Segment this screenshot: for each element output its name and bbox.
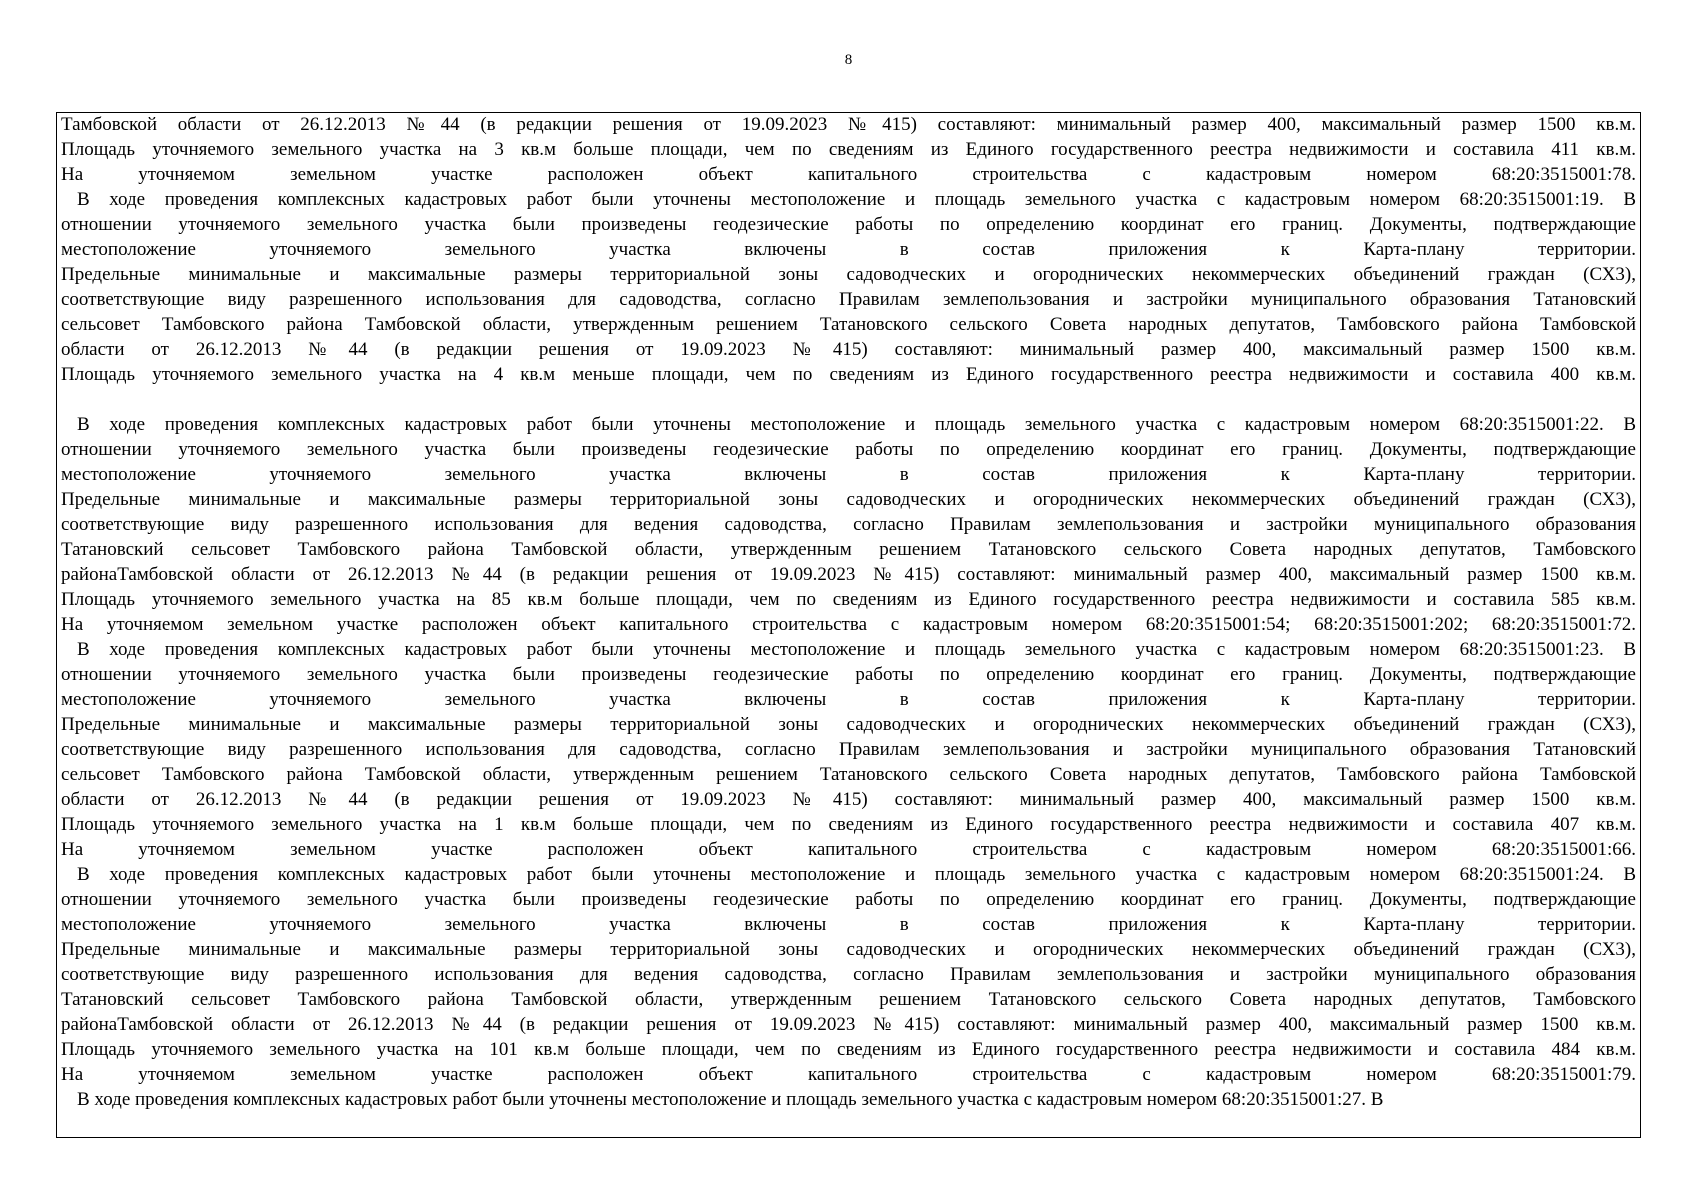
text-line: На уточняемом земельном участке расположен объект капитального строительства с кадастровым номером 68:20:3515001:78. xyxy=(61,164,1636,185)
text-line: На уточняемом земельном участке расположен объект капитального строительства с кадастровым номером 68:20:3515001:66. xyxy=(61,839,1636,860)
text-line: На уточняемом земельном участке расположен объект капитального строительства с кадастровым номером 68:20:3515001:79. xyxy=(61,1064,1636,1085)
text-line: В ходе проведения комплексных кадастровых работ были уточнены местоположение и площадь земельного участка с кадастровым номером 68:20:3515001:22. В xyxy=(77,414,1636,435)
text-line: местоположение уточняемого земельного участка включены в состав приложения к Карта-плану территории. xyxy=(61,689,1636,710)
text-line: Предельные минимальные и максимальные размеры территориальной зоны садоводческих и огороднических некоммерческих объединений граждан (СХ3), xyxy=(61,939,1636,960)
text-line: районаТамбовской области от 26.12.2013 №44 (в редакции решения от 19.09.2023 №415) составляют: минимальный размер 400, максимальный размер 1500 кв.м. xyxy=(61,1014,1636,1035)
text-line: соответствующие виду разрешенного использования для садоводства, согласно Правилам землепользования и застройки муниципального образования Татановский xyxy=(61,289,1636,310)
document-text-frame xyxy=(56,112,1641,1138)
text-line: отношении уточняемого земельного участка были произведены геодезические работы по определению координат его границ. Документы, подтверждающие xyxy=(61,664,1636,685)
text-line: соответствующие виду разрешенного использования для садоводства, согласно Правилам землепользования и застройки муниципального образования Татановский xyxy=(61,739,1636,760)
text-line: На уточняемом земельном участке расположен объект капитального строительства с кадастровым номером 68:20:3515001:54; 68:20:3515001:202; 68:20:3515001:72. xyxy=(61,614,1636,635)
text-line: В ходе проведения комплексных кадастровых работ были уточнены местоположение и площадь земельного участка с кадастровым номером 68:20:3515001:24. В xyxy=(77,864,1636,885)
text-line: местоположение уточняемого земельного участка включены в состав приложения к Карта-плану территории. xyxy=(61,464,1636,485)
text-line: области от 26.12.2013 №44 (в редакции решения от 19.09.2023 №415) составляют: минимальный размер 400, максимальный размер 1500 кв.м. xyxy=(61,339,1636,360)
text-line: В ходе проведения комплексных кадастровых работ были уточнены местоположение и площадь земельного участка с кадастровым номером 68:20:3515001:27. В xyxy=(77,1089,1384,1110)
text-line: сельсовет Тамбовского района Тамбовской области, утвержденным решением Татановского сельского Совета народных депутатов, Тамбовского района Тамбовской xyxy=(61,764,1636,785)
text-line: Предельные минимальные и максимальные размеры территориальной зоны садоводческих и огороднических некоммерческих объединений граждан (СХ3), xyxy=(61,264,1636,285)
text-line: Площадь уточняемого земельного участка на 1 кв.м больше площади, чем по сведениям из Единого государственного реестра недвижимости и составила 407 кв.м. xyxy=(61,814,1636,835)
text-line: отношении уточняемого земельного участка были произведены геодезические работы по определению координат его границ. Документы, подтверждающие xyxy=(61,214,1636,235)
text-line: Площадь уточняемого земельного участка на 85 кв.м больше площади, чем по сведениям из Единого государственного реестра недвижимости и составила 585 кв.м. xyxy=(61,589,1636,610)
text-line: В ходе проведения комплексных кадастровых работ были уточнены местоположение и площадь земельного участка с кадастровым номером 68:20:3515001:19. В xyxy=(77,189,1636,210)
text-line: Площадь уточняемого земельного участка на 4 кв.м меньше площади, чем по сведениям из Единого государственного реестра недвижимости и составила 400 кв.м. xyxy=(61,364,1636,385)
text-line: местоположение уточняемого земельного участка включены в состав приложения к Карта-плану территории. xyxy=(61,914,1636,935)
text-line: Предельные минимальные и максимальные размеры территориальной зоны садоводческих и огороднических некоммерческих объединений граждан (СХ3), xyxy=(61,489,1636,510)
text-line: отношении уточняемого земельного участка были произведены геодезические работы по определению координат его границ. Документы, подтверждающие xyxy=(61,889,1636,910)
text-line: Площадь уточняемого земельного участка на 3 кв.м больше площади, чем по сведениям из Единого государственного реестра недвижимости и составила 411 кв.м. xyxy=(61,139,1636,160)
text-line: области от 26.12.2013 №44 (в редакции решения от 19.09.2023 №415) составляют: минимальный размер 400, максимальный размер 1500 кв.м. xyxy=(61,789,1636,810)
text-line: соответствующие виду разрешенного использования для ведения садоводства, согласно Правилам землепользования и застройки муниципального образования xyxy=(61,514,1636,535)
text-line: Площадь уточняемого земельного участка на 101 кв.м больше площади, чем по сведениям из Единого государственного реестра недвижимости и составила 484 кв.м. xyxy=(61,1039,1636,1060)
page-number: 8 xyxy=(844,52,853,68)
text-line: Татановский сельсовет Тамбовского района Тамбовской области, утвержденным решением Татановского сельского Совета народных депутатов, Тамбовского xyxy=(61,539,1636,560)
text-line: Тамбовской области от 26.12.2013 №44 (в редакции решения от 19.09.2023 №415) составляют: минимальный размер 400, максимальный размер 1500 кв.м. xyxy=(61,114,1636,135)
text-line: отношении уточняемого земельного участка были произведены геодезические работы по определению координат его границ. Документы, подтверждающие xyxy=(61,439,1636,460)
text-line: соответствующие виду разрешенного использования для ведения садоводства, согласно Правилам землепользования и застройки муниципального образования xyxy=(61,964,1636,985)
text-line: Предельные минимальные и максимальные размеры территориальной зоны садоводческих и огороднических некоммерческих объединений граждан (СХ3), xyxy=(61,714,1636,735)
text-line: сельсовет Тамбовского района Тамбовской области, утвержденным решением Татановского сельского Совета народных депутатов, Тамбовского района Тамбовской xyxy=(61,314,1636,335)
text-line: местоположение уточняемого земельного участка включены в состав приложения к Карта-плану территории. xyxy=(61,239,1636,260)
text-line: районаТамбовской области от 26.12.2013 №44 (в редакции решения от 19.09.2023 №415) составляют: минимальный размер 400, максимальный размер 1500 кв.м. xyxy=(61,564,1636,585)
text-line: В ходе проведения комплексных кадастровых работ были уточнены местоположение и площадь земельного участка с кадастровым номером 68:20:3515001:23. В xyxy=(77,639,1636,660)
text-line: Татановский сельсовет Тамбовского района Тамбовской области, утвержденным решением Татановского сельского Совета народных депутатов, Тамбовского xyxy=(61,989,1636,1010)
